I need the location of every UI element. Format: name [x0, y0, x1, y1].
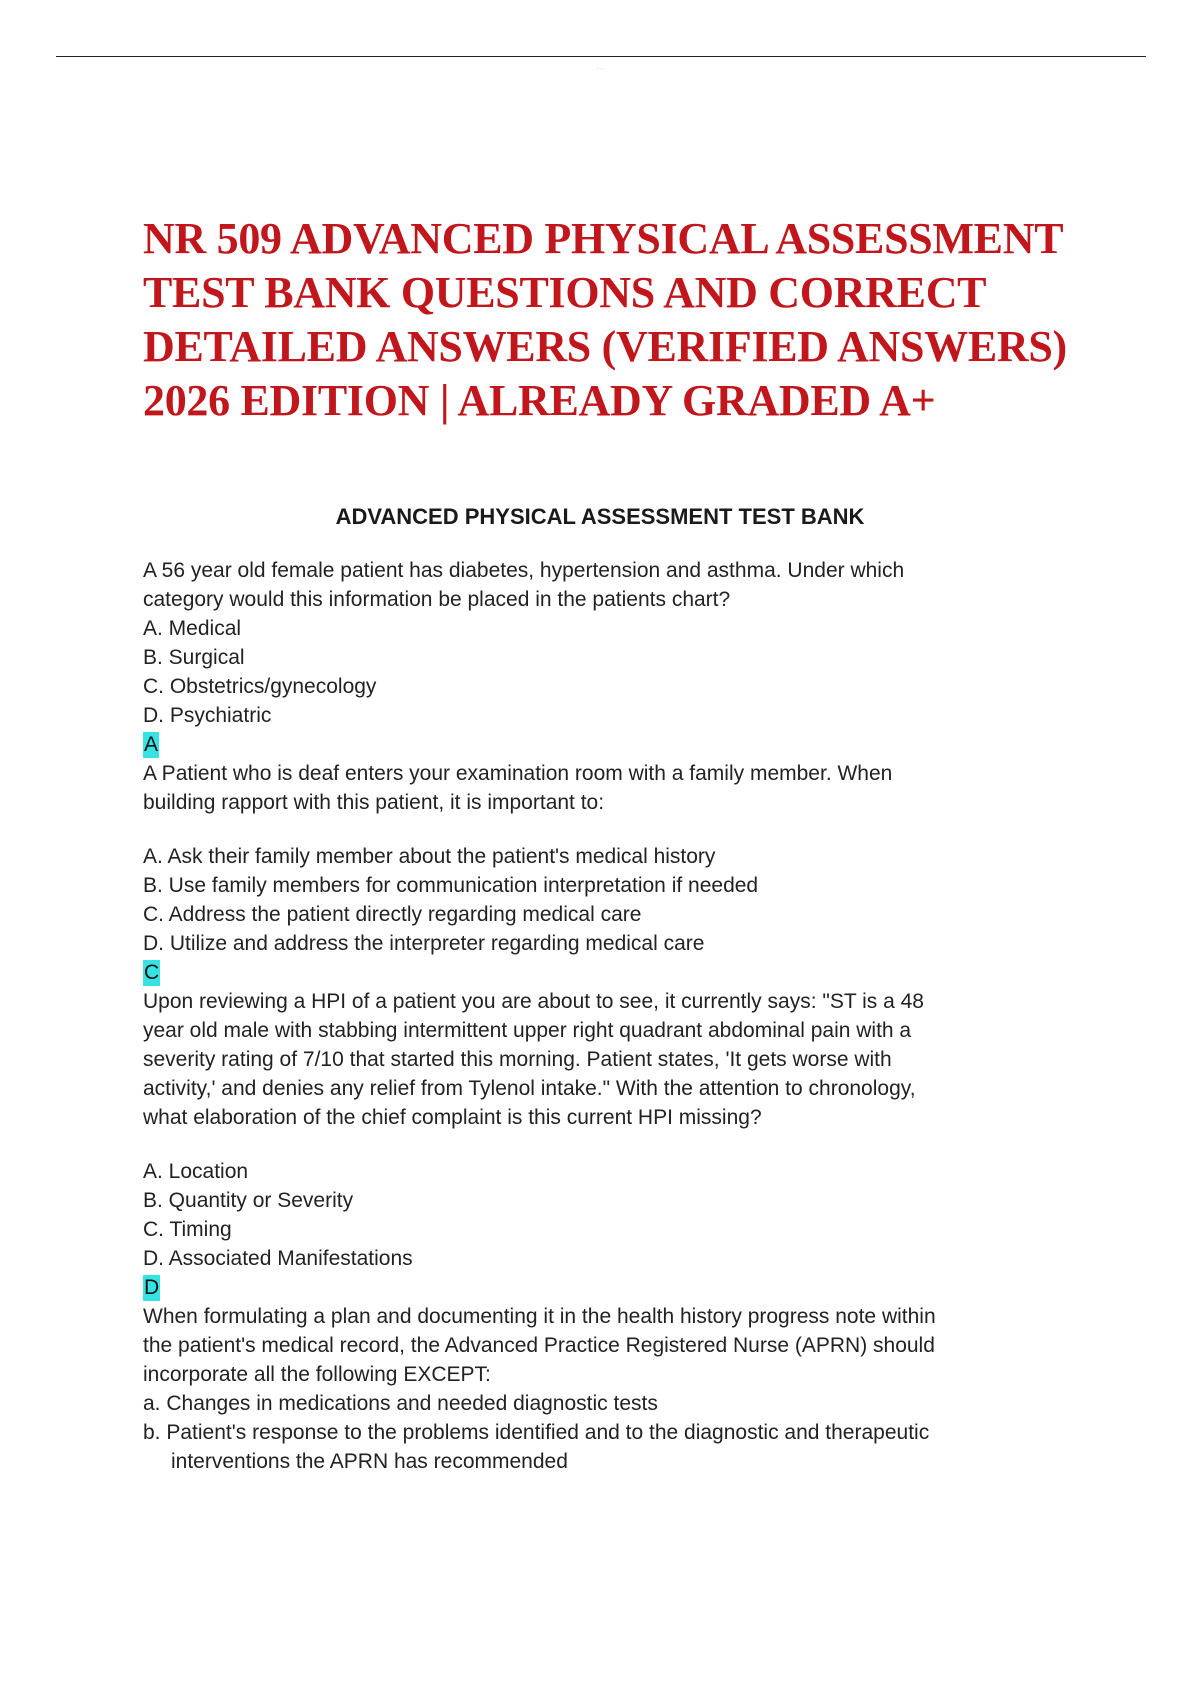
spacer: [143, 817, 1043, 842]
option-d: D. Psychiatric: [143, 704, 272, 727]
option-d: D. Associated Manifestations: [143, 1247, 413, 1270]
question-stem: When formulating a plan and documenting it in the health history progress note within the patient's medical record, the Advanced Practice Registered Nurse (APRN) should incorporate all the following EXCEPT:: [143, 1305, 936, 1386]
option-d: D. Utilize and address the interpreter regarding medical care: [143, 932, 705, 955]
question-4: [143, 1302, 1043, 1476]
option-b: B. Use family members for communication interpretation if needed: [143, 874, 759, 897]
title-line: DETAILED ANSWERS (VERIFIED ANSWERS): [143, 322, 1067, 371]
answer-highlight: A: [144, 733, 159, 756]
question-3: [143, 987, 1043, 1302]
option-b: b. Patient's response to the problems identified and to the diagnostic and therapeutic: [143, 1421, 930, 1444]
question-list: [143, 556, 1043, 1476]
option-c: C. Timing: [143, 1218, 232, 1241]
top-rule: [56, 56, 1146, 57]
header-mark: ·······: [595, 66, 605, 71]
title-line: 2026 EDITION | ALREADY GRADED A+: [143, 376, 936, 425]
question-1: [143, 556, 1043, 759]
option-a: A. Location: [143, 1160, 249, 1183]
question-2: [143, 759, 1043, 987]
section-title: ADVANCED PHYSICAL ASSESSMENT TEST BANK: [335, 504, 865, 529]
question-stem: A Patient who is deaf enters your examination room with a family member. When building rapport with this patient, it is important to:: [143, 762, 893, 814]
option-c: C. Address the patient directly regarding medical care: [143, 903, 642, 926]
option-a: a. Changes in medications and needed diagnostic tests: [143, 1392, 658, 1415]
title-line: TEST BANK QUESTIONS AND CORRECT: [143, 268, 987, 317]
option-b-continued: interventions the APRN has recommended: [171, 1450, 568, 1473]
option-b: B. Surgical: [143, 646, 245, 669]
question-stem: Upon reviewing a HPI of a patient you are about to see, it currently says: "ST is a 48 year old male with stabbing intermittent upper right quadrant abdominal pain with a severity rating of 7/10 that started this morning. Patient states, 'It gets worse with activity,' and denies any relief from Tylenol intake." With the attention to chronology, what elaboration of the chief complaint is this current HPI missing?: [143, 990, 924, 1129]
question-stem: A 56 year old female patient has diabetes, hypertension and asthma. Under which category would this information be placed in the patients chart?: [143, 559, 905, 611]
document-title: [143, 212, 1103, 428]
answer-highlight: C: [144, 961, 160, 984]
option-a: A. Medical: [143, 617, 242, 640]
option-b: B. Quantity or Severity: [143, 1189, 354, 1212]
spacer: [143, 1132, 1043, 1157]
option-a: A. Ask their family member about the patient's medical history: [143, 845, 716, 868]
option-c: C. Obstetrics/gynecology: [143, 675, 377, 698]
answer-highlight: D: [144, 1276, 160, 1299]
title-line: NR 509 ADVANCED PHYSICAL ASSESSMENT: [143, 214, 1064, 263]
